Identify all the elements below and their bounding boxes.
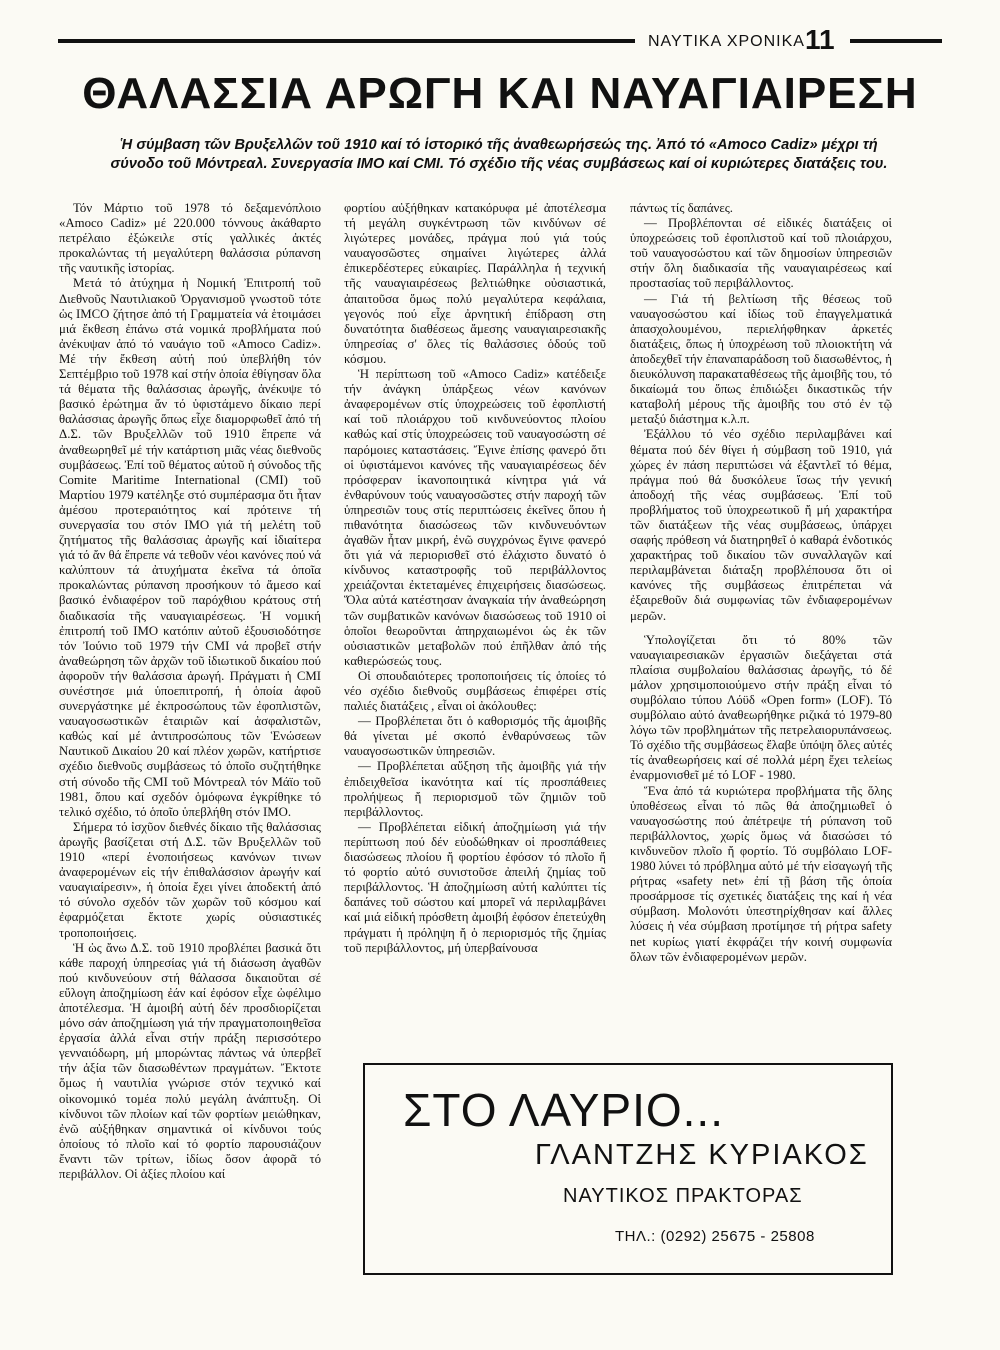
paragraph: Ὑπολογίζεται ὅτι τό 80% τῶν ναυαγιαιρεσιακῶν ἐργασιῶν διεξάγεται στά πλαίσια συμβολαίου θαλάσσιας ἀρωγῆς, τό δέ μάλον χρησιμοποιούμενο στήν πράξη εἶναι τό συμβόλαιο τύπου Λόϋδ «Open form» (LOF). Τό συμβόλαιο αὐτό ἀναθεωρήθηκε ριζικά τό 1979-80 λόγω τῶν προβλημάτων τῆς πετρελαιορυπάνσεως. Τό σχέδιο τῆς συμβάσεως ἔλαβε ὑπόψη ὅλες αὐτές τίς ἀναθεωρήσεις καί σέ πολλά μέρη ἔχει τελείως ἐναρμονισθεῖ μέ τό LOF - 1980. xyxy=(630,632,892,783)
paragraph: Τόν Μάρτιο τοῦ 1978 τό δεξαμενόπλοιο «Amoco Cadiz» μέ 220.000 τόννους ἀκάθαρτο πετρέλαιο ἐξώκειλε στίς γαλλικές ἀκτές προκαλώντας τή μεγαλύτερη θαλάσσια ρύπανση τῆς ναυτικῆς ἱστορίας. xyxy=(59,201,321,276)
article-title: ΘΑΛΑΣΣΙΑ ΑΡΩΓΗ ΚΑΙ ΝΑΥΑΓΙΑΙΡΕΣΗ xyxy=(82,69,918,118)
ad-profession: ΝΑΥΤΙΚΟΣ ΠΡΑΚΤΟΡΑΣ xyxy=(563,1185,803,1207)
paragraph: Ἡ περίπτωση τοῦ «Amoco Cadiz» κατέδειξε τήν ἀνάγκη ὑπάρξεως νέων κανόνων ἀναφερομένων στίς ὑποχρεώσεις τοῦ ἐφοπλιστή καί τοῦ πλοιάρχου τοῦ κινδυνεύοντος πλοίου καθώς καί στίς ὑποχρεώσεις τοῦ ναυαγοσώστη σέ παρόμοιες καταστάσεις. Ἔγινε ἐπίσης φανερό ὅτι οἱ ὑφιστάμενοι κανόνες τῆς ναυαγιαιρέσεως δέν πρόσφεραν ἱκανοποιητικά κίνητρα γιά νά ἐνθαρύνουν τούς ναυαγοσῶστες στήν παροχή τῶν ὑπηρεσιῶν τους στίς περιπτώσεις ἐκεῖνες ὅπου ἡ πιθανότητα διασώσεως τῶν κινδυνευόντων ἀγαθῶν ἦταν μικρή, ἐνῶ συγχρόνως ἔγινε φανερό ὅτι γιά νά περιορισθεῖ στό ἐλάχιστο δυνατό ὁ κίνδυνος καταστροφῆς τοῦ περιβάλλοντος χρειάζονται ἐκτεταμένες ἐπιχειρήσεις διασώσεως. Ὅλα αὐτά κατέστησαν ἀναγκαία τήν ἀναθεώρηση τῶν συμβατικῶν κανόνων διασώσεως τοῦ 1910 οἱ ὁποῖοι θεωροῦνται ἀπηρχαιωμένοι ὡς ἐκ τῶν οὐσιαστικῶν μεταβολῶν πού ἐπῆλθαν ἀπό τής καθιερώσεώς τους. xyxy=(344,367,606,668)
paragraph: Ἡ ὡς ἄνω Δ.Σ. τοῦ 1910 προβλέπει βασικά ὅτι κάθε παροχή ὑπηρεσίας γιά τή διάσωση ἀγαθῶν πού κινδυνεύουν στή θάλασσα δικαιοῦται σέ εὔλογη ἀποζημίωση ἐάν καί ἐφόσον εἶχε ὠφέλιμο ἀποτέλεσμα. Ἡ ἀμοιβή αὐτή δέν προσδιορίζεται μόνο σάν ἀποζημίωση γιά τήν πραγματοποιηθεῖσα ἐργασία ἀλλά εἶναι στήν πράξη περισσότερο γενναιόδωρη, μή μπορώντας πάντως νά ὑπερβεῖ τήν ἀξία τῶν διασωθέντων πραγμάτων. Ἔκτοτε ὅμως ἡ ναυτιλία γνώρισε στόν τεχνικό καί οἰκονομικό τομέα πολύ μεγάλη ἀνάπτυξη. Οἱ κίνδυνοι τῶν πλοίων καί τῶν φορτίων μειώθηκαν, ἐνῶ αὐξήθηκαν σημαντικά οἱ κίνδυνοι τούς ὁποίους τό πλοῖο καί τό φορτίο παρουσιάζουν ἔναντι τῶν τρίτων, ἰδίως ὅσον ἀφορᾶ τό περιβάλλον. Οἱ ἀξίες πλοίου καί xyxy=(59,940,321,1181)
header-rule-left xyxy=(58,39,635,43)
ad-headline: ΣΤΟ ΛΑΥΡΙΟ... xyxy=(403,1084,724,1136)
page-header xyxy=(58,26,942,56)
paragraph: Ἐξάλλου τό νέο σχέδιο περιλαμβάνει καί θέματα πού δέν θίγει ἡ σύμβαση τοῦ 1910, γιά χώρες ἐν πάση περιπτώσει νά ἐξαντλεῖ τό θέμα, πράγμα πού θά δυσκόλευε ἴσως τήν γενική ἀποδοχή τῆς νέας συμβάσεως. Ἐπί τοῦ προβλήματος τοῦ ὑποχρεωτικοῦ ἤ μή χαρακτήρα τῶν διατάξεων τῆς νέας συμβάσεως, ὑπάρχει σαφής πρόθεση νά διατηρηθεῖ ὁ καθαρά ἐνδοτικός χαρακτήρας τοῦ δικαίου τῶν συναλλαγῶν καί περιλαμβάνεται διάταξη προβλέπουσα ὅτι οἱ κανόνες τῆς συμβάσεως ἐπιτρέπεται νά ἐξαιρεθοῦν διά συμφωνίας τῶν ἐνδιαφερομένων μερῶν. xyxy=(630,427,892,623)
advertisement-box xyxy=(363,1063,893,1275)
paragraph: Οἱ σπουδαιότερες τροποποιήσεις τίς ὁποίες τό νέο σχέδιο διεθνοῦς συμβάσεως ἐπιφέρει στίς παλιές διατάξεις , εἶναι οἱ ἀκόλουθες: xyxy=(344,668,606,714)
paragraph: — Γιά τή βελτίωση τῆς θέσεως τοῦ ναυαγοσώστου καί ἰδίως τοῦ ἐπαγγελματικά ἀπασχολουμένου, περιελήφθηκαν ἀρκετές διατάξεις, ὅπως ἡ ὑποχρέωση τοῦ πλοιοκτήτη νά ἀποδεχθεῖ τήν ἐπαναπαράδοση τοῦ διασωθέντος, ἡ διευκόλυνση παρακαταθέσεως τῆς ἀμοιβῆς του, τό δικαίωμά του ὅπως ἐπιδιώξει δικαστικῶς τήν καταβολή μέρους τῆς ἀμοιβῆς του στό ἐν τῷ μεταξύ διάστημα κ.λ.π. xyxy=(630,291,892,427)
paragraph: Μετά τό ἀτύχημα ἡ Νομική Ἐπιτροπή τοῦ Διεθνοῦς Ναυτιλιακοῦ Ὀργανισμοῦ γνωστοῦ τότε ὡς IMCO ζήτησε ἀπό τή Γραμματεία νά ἑτοιμάσει μιά ἔκθεση ἐπάνω στά νομικά προβλήματα πού ἀνέκυψαν ἀπό τό ναυάγιο τοῦ «Amoco Cadiz». Μέ τήν ἔκθεση αὐτή πού ὑπεβλήθη τόν Σεπτέμβριο τοῦ 1978 καί στήν ὁποία ἐθίγησαν ὅλα τά θέματα τῆς θαλάσσιας ἀρωγῆς, ἀνέκυψε τό βασικό ἐρώτημα ἄν τό ὑφιστάμενο δίκαιο περί θαλάσσιας ἀρωγῆς ὅπως εἶχε διαμορφωθεῖ ἀπό τή Δ.Σ. τῶν Βρυξελλῶν τοῦ 1910 ἔπρεπε νά ἀναθεωρηθεῖ μέ τήν κατάρτιση μιᾶς νέας διεθνοῦς συμβάσεως. Ἐπί τοῦ θέματος αὐτοῦ ἡ σύνοδος τῆς Comite Maritime International (CMI) τοῦ Μαρτίου 1979 κατέληξε στό συμπέρασμα ὅτι ἦταν ἀμέσου προτεραιότητος καί πρότεινε τή συνεργασία του στόν ΙΜΟ γιά τή μελέτη τοῦ ζητήματος τῆς θαλάσσιας ἀρωγῆς καί ἰδιαίτερα γιά τό ἄν θά ἔπρεπε νά τεθοῦν νέοι κανόνες πού νά καλύπτουν τά ἀτυχήματα ἐκεῖνα τά ὁποῖα προκαλώντας ρύπανση προσήκουν τό ἄμεσο καί βασικό ἐνδιαφέρον τοῦ παρόχθιου κράτους στή διαδικασία τῆς ναυαγιαιρέσεως. Ἡ νομική ἐπιτροπή τοῦ ΙΜΟ κατόπιν αὐτοῦ ἐξουσιοδότησε τόν Ἰούνιο τοῦ 1979 τήν CMI νά προβεῖ στήν ἀναθεώρηση τῶν ἀρχῶν τοῦ ἰδιωτικοῦ δικαίου πού ἀφοροῦν τήν θαλάσσια ἀρωγή. Πράγματι ἡ CMI συνέστησε μιά ὑποεπιτροπή, ἡ ὁποία ἀφοῦ συνεργάστηκε μέ ἐκπροσώπους τῶν ἐφοπλιστῶν, ναυαγοσωστικῶν ἑταιριῶν καί ἀσφαλιστῶν, καθώς καί μέ ἀντιπροσώπους τῶν Ἑνώσεων Ναυτικοῦ Δικαίου 20 καί πλέον χωρῶν, κατήρτισε σχέδιο διεθνοῦς συμβάσεως τό ὁποῖο συζητήθηκε στή σύνοδο τῆς CMI τοῦ Μόντρεαλ τόν Μάϊο τοῦ 1981, ὅπου καί σχεδόν ὁμόφωνα ἐγκρίθηκε τό τελικό σχέδιο, τό ὁποῖο ὑπεβλήθη στόν ΙΜΟ. xyxy=(59,276,321,819)
paragraph: Σήμερα τό ἰσχῦον διεθνές δίκαιο τῆς θαλάσσιας ἀρωγῆς βασίζεται στή Δ.Σ. τῶν Βρυξελλῶν τοῦ 1910 «περί ἑνοποιήσεως κανόνων τινων ἀναφερομένων εἰς τήν ἐπιθαλάσσιον ἀρωγήν καί ναυαγιαίρεσιν», ἡ ὁποία ἔχει γίνει ἀποδεκτή ἀπό τό σύνολο σχεδόν τῶν χωρῶν τοῦ κόσμου καί ἐφαρμόζεται ἔκτοτε χωρίς οὐσιαστικές τροποποιήσεις. xyxy=(59,819,321,940)
ad-phone: ΤΗΛ.: (0292) 25675 - 25808 xyxy=(615,1228,815,1245)
header-rule-right xyxy=(850,39,942,43)
text-column-1 xyxy=(59,201,321,1316)
paragraph: φορτίου αὐξήθηκαν κατακόρυφα μέ ἀποτέλεσμα τή μεγάλη συγκέντρωση τῶν κινδύνων σέ λιγώτερες μονάδες, πράγμα πού γιά τούς ναυαγοσῶστες σημαίνει λιγώτερες ἀλλά ἐπικερδέστερες εὐκαιρίες. Παράλληλα ἡ τεχνική τῆς ναυαγιαιρέσεως βελτιώθηκε οὐσιαστικά, ἀπαιτοῦσα ὅμως πολύ μεγαλύτερα κεφάλαια, γεγονός πού εἶχε ἀρνητική ἐπίδραση στη δυνατότητα διαθέσεως ἄμεσης ναυαγιαιρεσιακῆς ὑπηρεσίας σ' ὅλες τίς θαλάσσιες ὁδούς τοῦ κόσμου. xyxy=(344,201,606,366)
paragraph: — Προβλέπονται σέ εἰδικές διατάξεις οἱ ὑποχρεώσεις τοῦ ἐφοπλιστοῦ καί τοῦ πλοιάρχου, τοῦ ναυαγοσώστου καί τῶν δημοσίων ὑπηρεσιῶν στήν ὅλη διαδικασία τῆς ναυαγιαιρέσεως καί προστασίας τοῦ περιβάλλοντος. xyxy=(630,216,892,291)
text-column-2 xyxy=(344,201,606,1063)
magazine-name: ΝΑΥΤΙΚΑ ΧΡΟΝΙΚΑ xyxy=(648,33,805,50)
ad-name: ΓΛΑΝΤΖΗΣ ΚΥΡΙΑΚΟΣ xyxy=(535,1139,869,1171)
paragraph: Ἕνα ἀπό τά κυριώτερα προβλήματα τῆς ὅλης ὑποθέσεως εἶναι τό πῶς θά ἀποζημιωθεῖ ὁ ναυαγοσώστης πού ἀπέτρεψε τή ρύπανση τοῦ περιβάλλοντος, χωρίς ὅμως νά διασώσει τό κινδυνεῦον πλοῖο ἤ φορτίο. Τό συμβόλαιο LOF-1980 λύνει τό πρόβλημα αὐτό μέ τήν εἰσαγωγή τῆς ρήτρας «safety net» ἐπί τῇ βάση τῆς ὁποία προσάρμοσε τίς σχετικές διατάξεις της καί ἡ νέα σύμβαση. Μολονότι ὑπεστηρίχθησαν καί ἄλλες λύσεις ἡ νέα σύμβαση προτίμησε τή ρήτρα safety net κυρίως γιατί ἐκφράζει τήν κοινή συμφωνία ὅλων τῶν ἐνδιαφερομένων μερῶν. xyxy=(630,783,892,964)
paragraph: πάντως τίς δαπάνες. xyxy=(630,201,733,215)
text-column-3 xyxy=(630,201,892,1063)
article-lede: Ἡ σύμβαση τῶν Βρυξελλῶν τοῦ 1910 καί τό ἱστορικό τῆς ἀναθεωρήσεώς της. Ἀπό τό «Amoco Cadiz» μέχρι τή σύνοδο τοῦ Μόντρεαλ. Συνεργασία ΙΜΟ καί CMI. Τό σχέδιο τῆς νέας συμβάσεως καί οἱ κυριώτερες διατάξεις του. xyxy=(110,137,888,172)
paragraph: — Προβλέπεται εἰδική ἀποζημίωση γιά τήν περίπτωση πού δέν εὐοδώθηκαν οἱ προσπάθειες διασώσεως πλοίου ἤ φορτίου ἐφόσον τό πλοῖο ἤ τό φορτίο αὐτό συνιστοῦσε ἀπειλή ζημίας τοῦ περιβάλλοντος. Ἡ ἀποζημίωση αὐτή καλύπτει τίς δαπάνες τοῦ σώστου καί μπορεῖ νά περιλαμβάνει καί μιά εἰδική πρόσθετη ἀμοιβή ἐφόσον ἐπετεύχθη πράγματι ἡ πρόληψη ἤ ὁ περιορισμός τῆς ζημίας τοῦ περιβάλλοντος, μή ὑπερβαίνουσα xyxy=(344,819,606,955)
page-number: 11 xyxy=(805,24,835,55)
paragraph: — Προβλέπεται αὔξηση τῆς ἀμοιβῆς γιά τήν ἐπιδειχθεῖσα ἱκανότητα καί τίς προσπάθειες προλήψεως ἤ περιορισμοῦ τῶν ζημιῶν τοῦ περιβάλλοντος. xyxy=(344,759,606,819)
paragraph: — Προβλέπεται ὅτι ὁ καθορισμός τῆς ἀμοιβῆς θά γίνεται μέ σκοπό ἐνθαρύνσεως τῶν ναυαγοσωστικῶν ὑπηρεσιῶν. xyxy=(344,714,606,759)
